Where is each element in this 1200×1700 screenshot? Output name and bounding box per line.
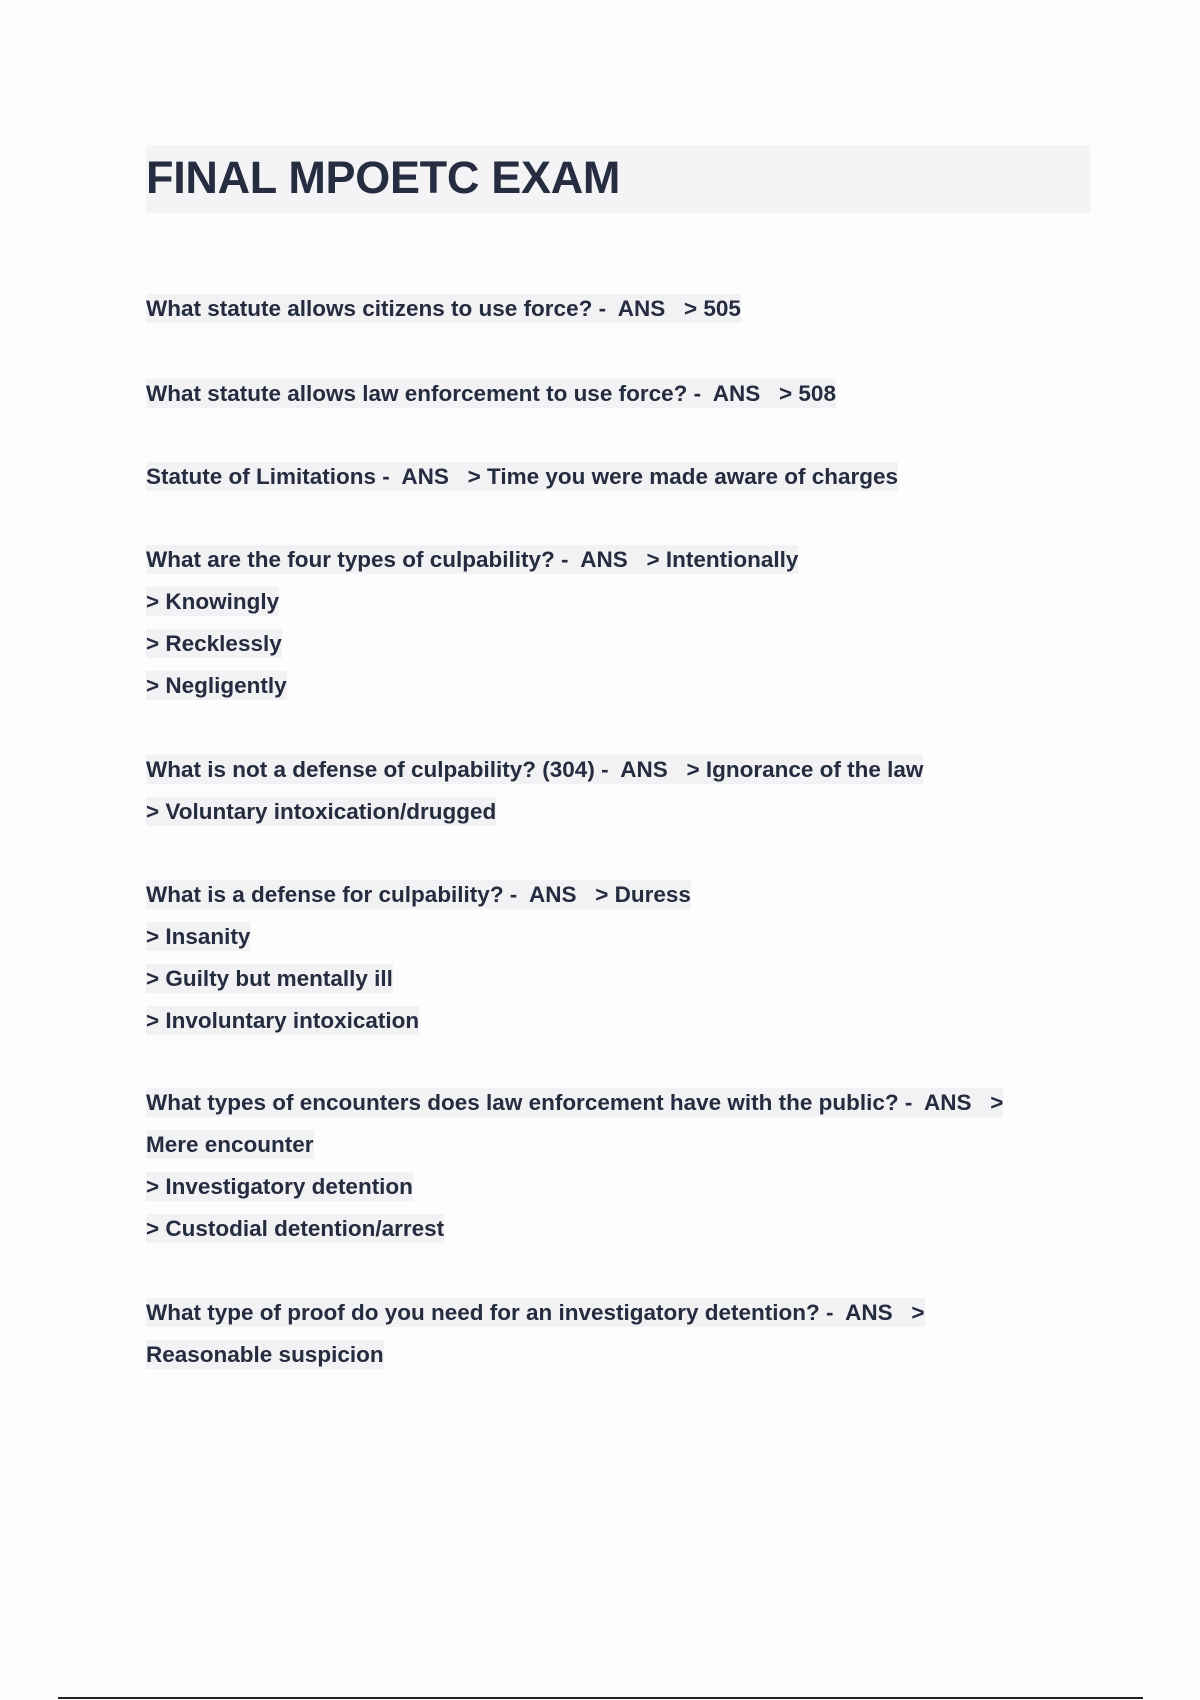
qa-item-2 <box>146 373 1096 415</box>
qa-text: > Involuntary intoxication <box>146 1008 420 1033</box>
qa-text: > Custodial detention/arrest <box>146 1216 445 1241</box>
qa-text: > Guilty but mentally ill <box>146 966 393 991</box>
qa-line <box>146 958 1096 1000</box>
qa-line <box>146 1124 1096 1166</box>
qa-text: What are the four types of culpability? - ANS > Intentionally <box>146 547 799 572</box>
qa-line <box>146 456 1096 498</box>
qa-item-5 <box>146 749 1096 833</box>
qa-text: > Negligently <box>146 673 287 698</box>
qa-text: > Investigatory detention <box>146 1174 413 1199</box>
qa-item-1 <box>146 288 1096 330</box>
qa-text: What is a defense for culpability? - ANS > Duress <box>146 882 691 907</box>
qa-line <box>146 1082 1096 1124</box>
qa-line <box>146 665 1096 707</box>
qa-text: What types of encounters does law enforcement have with the public? - ANS > <box>146 1090 1004 1115</box>
qa-text: > Recklessly <box>146 631 282 656</box>
qa-line <box>146 623 1096 665</box>
qa-line <box>146 749 1096 791</box>
qa-line <box>146 288 1096 330</box>
qa-line <box>146 1208 1096 1250</box>
qa-line <box>146 1292 1096 1334</box>
qa-text: What type of proof do you need for an investigatory detention? - ANS > <box>146 1300 925 1325</box>
qa-item-4 <box>146 539 1096 707</box>
qa-text: > Insanity <box>146 924 251 949</box>
qa-item-3 <box>146 456 1096 498</box>
page-title: FINAL MPOETC EXAM <box>146 152 621 203</box>
qa-text: Statute of Limitations - ANS > Time you were made aware of charges <box>146 464 899 489</box>
qa-line <box>146 874 1096 916</box>
qa-item-8 <box>146 1292 1096 1376</box>
qa-line <box>146 1166 1096 1208</box>
qa-text: > Knowingly <box>146 589 280 614</box>
title-box <box>146 145 1090 213</box>
footer-rule <box>58 1697 1143 1699</box>
qa-line <box>146 791 1096 833</box>
qa-line <box>146 373 1096 415</box>
qa-text: What is not a defense of culpability? (304) - ANS > Ignorance of the law <box>146 757 924 782</box>
qa-text: Mere encounter <box>146 1132 314 1157</box>
qa-text: What statute allows law enforcement to use force? - ANS > 508 <box>146 381 836 406</box>
qa-item-6 <box>146 874 1096 1042</box>
qa-text: Reasonable suspicion <box>146 1342 384 1367</box>
qa-text: > Voluntary intoxication/drugged <box>146 799 497 824</box>
qa-line <box>146 539 1096 581</box>
qa-line <box>146 581 1096 623</box>
qa-text: What statute allows citizens to use force? - ANS > 505 <box>146 296 741 321</box>
qa-line <box>146 916 1096 958</box>
qa-line <box>146 1334 1096 1376</box>
qa-item-7 <box>146 1082 1096 1250</box>
qa-line <box>146 1000 1096 1042</box>
